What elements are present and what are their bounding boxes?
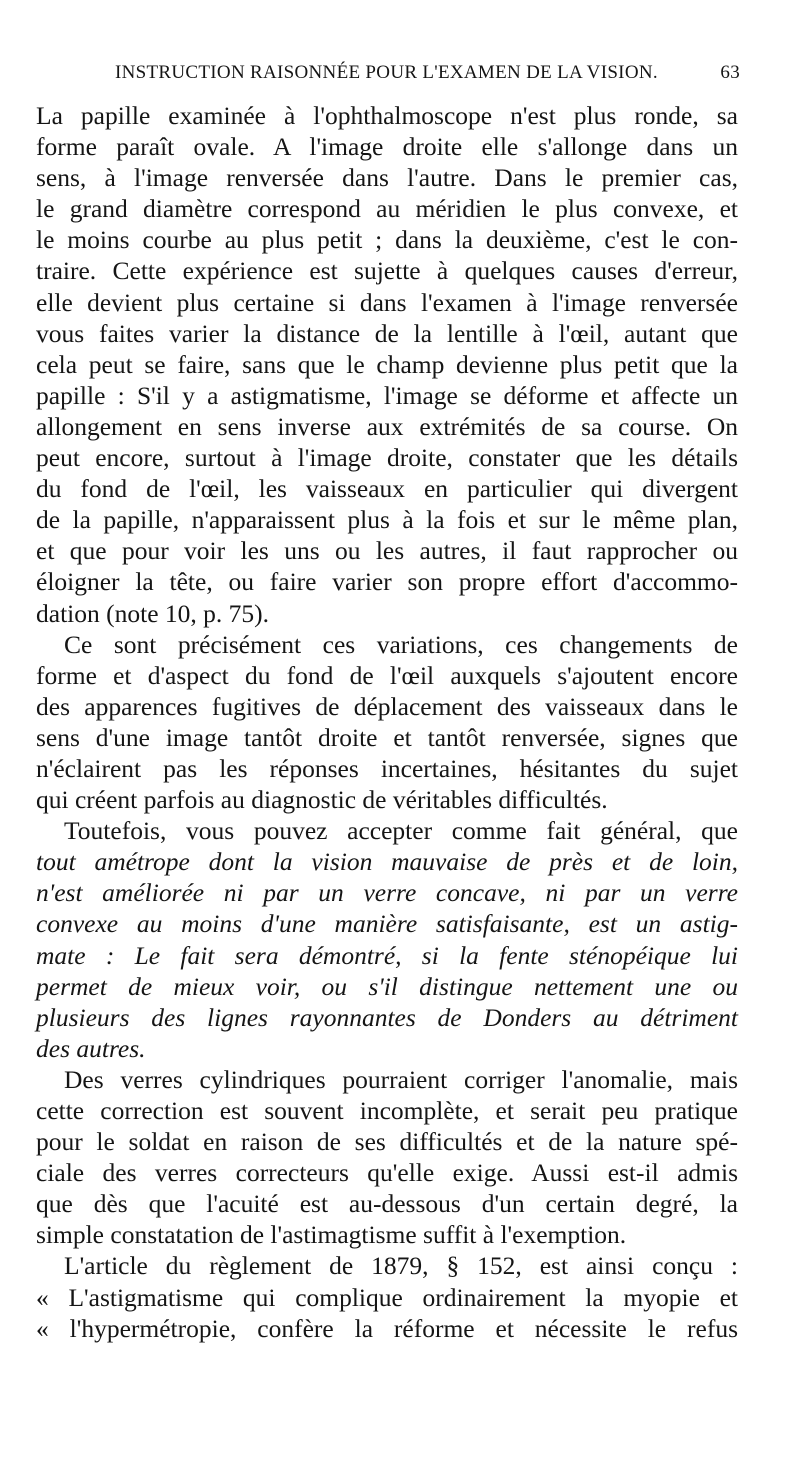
text-line: elle devient plus certaine si dans l'examen à l'image renversée [36,287,738,317]
text-line: forme paraît ovale. A l'image droite elle s'allonge dans un [36,132,738,162]
text-line: papille : S'il y a astigmatisme, l'image se déforme et affecte un [36,380,738,410]
paragraph [36,1064,738,1251]
text-line: traire. Cette expérience est sujette à quelques causes d'erreur, [36,256,738,286]
text-line: le grand diamètre correspond au méridien le plus convexe, et [36,194,738,224]
text-line: de la papille, n'apparaissent plus à la fois et sur le même plan, [36,505,738,535]
text-line: Ce sont précisément ces variations, ces changements de [64,629,738,659]
text-line: simple constatation de l'astimagtisme suffit à l'exemption. [36,1220,627,1250]
italic-text-line: permet de mieux voir, ou s'il distingue nettement une ou [36,971,738,1001]
text-line: sens, à l'image renversée dans l'autre. Dans le premier cas, [36,163,738,193]
quoted-text-line: « L'astigmatisme qui complique ordinairement la myopie et [36,1282,738,1312]
paragraph [36,629,738,816]
italic-text-line: convexe au moins d'une manière satisfaisante, est un astig- [36,909,738,939]
italic-text-line: tout amétrope dont la vision mauvaise de près et de loin, [36,847,738,877]
body-text [36,100,738,1344]
page-number: 63 [720,62,740,83]
text-line: L'article du règlement de 1879, § 152, est ainsi conçu : [64,1251,738,1281]
text-line: Toutefois, vous pouvez accepter comme fait général, que [64,816,738,846]
text-line: La papille examinée à l'ophthalmoscope n'est plus ronde, sa [36,101,738,130]
text-line: pour le soldat en raison de ses difficultés et de la nature spé- [36,1127,738,1157]
italic-text-line: mate : Le fait sera démontré, si la fente sténopéique lui [36,940,738,970]
paragraph [36,100,738,629]
text-line: cette correction est souvent incomplète, et serait peu pratique [36,1096,738,1125]
text-line: cela peut se faire, sans que le champ devienne plus petit que la [36,349,738,379]
italic-text-line: n'est améliorée ni par un verre concave, ni par un verre [36,878,738,908]
text-line: sens d'une image tantôt droite et tantôt renversée, signes que [36,722,738,752]
text-line: qui créent parfois au diagnostic de véritables difficultés. [36,785,608,815]
text-line: n'éclairent pas les réponses incertaines, hésitantes du sujet [36,753,738,783]
paragraph [36,815,738,1064]
text-line: et que pour voir les uns ou les autres, il faut rapprocher ou [36,536,738,566]
text-line: Des verres cylindriques pourraient corriger l'anomalie, mais [64,1064,738,1094]
page-header [115,62,740,92]
quoted-text-line: « l'hypermétropie, confère la réforme et nécessite le refus [36,1313,738,1343]
paragraph [36,1250,738,1343]
italic-text-line: plusieurs des lignes rayonnantes de Donders au détriment [36,1002,738,1032]
text-line: des apparences fugitives de déplacement des vaisseaux dans le [36,691,738,721]
text-line: éloigner la tête, ou faire varier son propre effort d'accommo- [36,567,738,597]
text-line: dation (note 10, p. 75). [36,598,269,628]
text-line: allongement en sens inverse aux extrémités de sa course. On [36,411,738,441]
running-title: INSTRUCTION RAISONNÉE POUR L'EXAMEN DE LA VISION. [115,62,658,83]
italic-text-line: des autres. [36,1033,146,1063]
text-line: peut encore, surtout à l'image droite, constater que les détails [36,443,738,473]
text-line: du fond de l'œil, les vaisseaux en particulier qui divergent [36,474,738,504]
text-line: vous faites varier la distance de la lentille à l'œil, autant que [36,318,738,348]
text-line: forme et d'aspect du fond de l'œil auxquels s'ajoutent encore [36,660,738,690]
text-line: ciale des verres correcteurs qu'elle exige. Aussi est-il admis [36,1158,738,1188]
text-line: le moins courbe au plus petit ; dans la deuxième, c'est le con- [36,225,738,255]
text-line: que dès que l'acuité est au-dessous d'un certain degré, la [36,1189,738,1219]
